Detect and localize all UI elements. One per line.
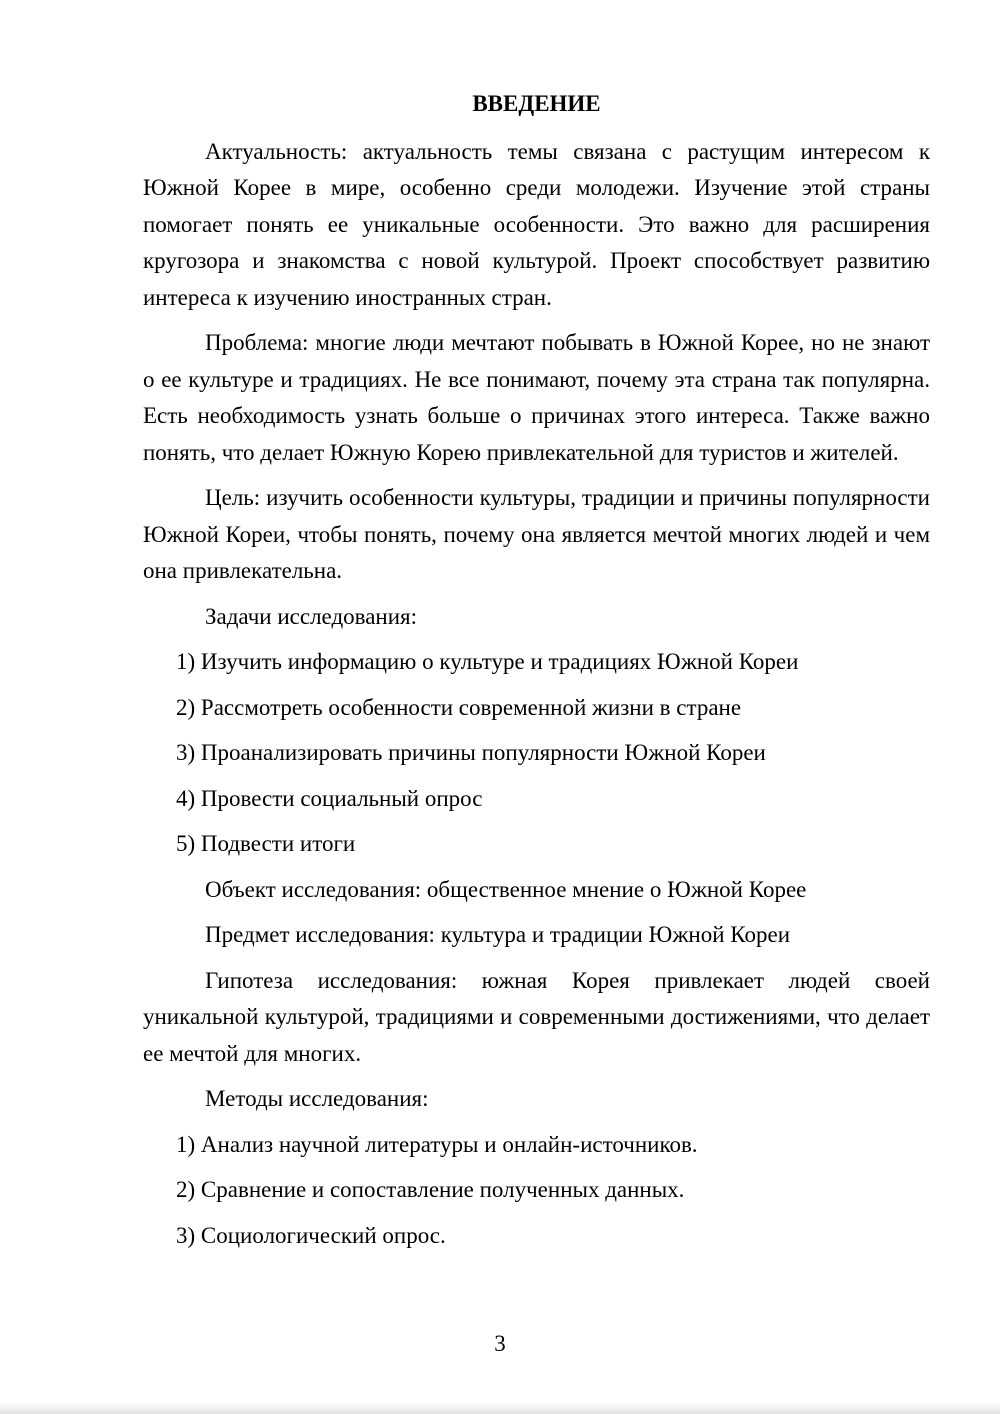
page-edge-shadow — [0, 1402, 1000, 1414]
paragraph-object: Объект исследования: общественное мнение о Южной Корее — [205, 876, 807, 902]
page-title: ВВЕДЕНИЕ — [472, 91, 601, 116]
task-item-2: 2) Рассмотреть особенности современной жизни в стране — [176, 694, 742, 720]
tasks-list — [143, 644, 930, 863]
paragraph-problem: Проблема: многие люди мечтают побывать в Южной Корее, но не знают о ее культуре и традициях. Не все понимают, почему эта страна так популярна. Есть необходимость узнать больше о причинах этого интереса. Также важно понять, что делает Южную Корею привлекательной для туристов и жителей. — [143, 330, 930, 465]
paragraph-goal: Цель: изучить особенности культуры, традиции и причины популярности Южной Кореи, чтобы понять, почему она является мечтой многих людей и чем она привлекательна. — [143, 485, 930, 583]
paragraph-relevance: Актуальность: актуальность темы связана с растущим интересом к Южной Корее в мире, особенно среди молодежи. Изучение этой страны помогает понять ее уникальные особенности. Это важно для расширения кругозора и знакомства с новой культурой. Проект способствует развитию интереса к изучению иностранных стран. — [143, 138, 930, 310]
task-item-1: 1) Изучить информацию о культуре и традициях Южной Кореи — [176, 649, 799, 674]
task-item-4: 4) Провести социальный опрос — [176, 785, 483, 811]
paragraph-hypothesis: Гипотеза исследования: южная Корея привлекает людей своей уникальной культурой, традициями и современными достижениями, что делает ее мечтой для многих. — [143, 967, 930, 1066]
method-item-2: 2) Сравнение и сопоставление полученных данных. — [176, 1177, 685, 1202]
tasks-heading: Задачи исследования: — [205, 603, 418, 629]
method-item-1: 1) Анализ научной литературы и онлайн-источников. — [176, 1131, 698, 1157]
methods-list — [143, 1127, 930, 1255]
method-item-3: 3) Социологический опрос. — [176, 1222, 446, 1248]
page-number: 3 — [494, 1331, 506, 1356]
methods-heading: Методы исследования: — [205, 1086, 429, 1111]
paragraph-subject: Предмет исследования: культура и традиции Южной Кореи — [205, 922, 791, 947]
task-item-5: 5) Подвести итоги — [176, 831, 356, 856]
task-item-3: 3) Проанализировать причины популярности Южной Кореи — [176, 740, 766, 765]
